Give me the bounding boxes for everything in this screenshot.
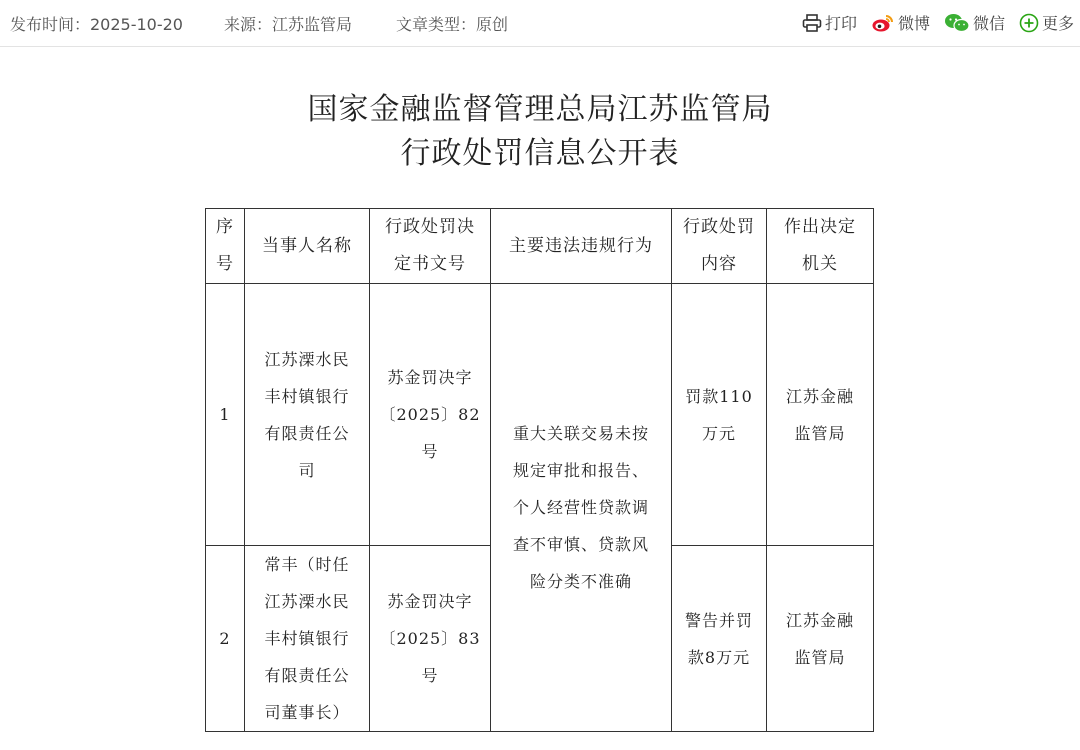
row-party xyxy=(245,546,370,732)
row-doc-number xyxy=(370,546,491,732)
row-penalty xyxy=(672,546,767,732)
row-doc-number xyxy=(370,284,491,546)
table-row xyxy=(206,284,874,546)
printer-icon xyxy=(802,14,822,32)
cell-lines: 主要违法违规行为 xyxy=(509,235,653,256)
table-header-row xyxy=(206,209,874,284)
cell-lines: 重大关联交易未按 规定审批和报告、 个人经营性贷款调 查不审慎、贷款风 险分类不准确 xyxy=(512,424,649,591)
cell-lines: 常丰（时任 江苏溧水民 丰村镇银行 有限责任公 司董事长） xyxy=(264,555,350,722)
header-authority xyxy=(767,209,874,284)
row-no: 1 xyxy=(206,284,245,546)
weibo-share-button[interactable] xyxy=(871,11,930,34)
article-type: 文章类型：原创 xyxy=(396,15,509,34)
wechat-icon xyxy=(944,13,970,33)
cell-lines: 苏金罚决字 〔2025〕82 号 xyxy=(379,368,481,461)
publish-time: 发布时间：2025-10-20 xyxy=(10,15,183,34)
row-no: 2 xyxy=(206,546,245,732)
row-party xyxy=(245,284,370,546)
cell-lines: 作出决定 机关 xyxy=(784,217,856,274)
share-toolbar xyxy=(802,11,1074,34)
cell-lines: 苏金罚决字 〔2025〕83 号 xyxy=(379,592,481,685)
cell-lines: 罚款110 万元 xyxy=(685,386,753,443)
print-button[interactable] xyxy=(802,11,857,34)
article-source: 来源：江苏监管局 xyxy=(224,15,353,34)
cell-lines: 江苏金融 监管局 xyxy=(785,386,854,443)
row-penalty xyxy=(672,284,767,546)
header-penalty xyxy=(672,209,767,284)
cell-lines: 江苏金融 监管局 xyxy=(785,610,854,667)
cell-lines: 当事人名称 xyxy=(262,235,352,256)
cell-lines: 警告并罚 款8万元 xyxy=(684,610,753,667)
header-violation xyxy=(491,209,672,284)
more-share-button[interactable] xyxy=(1019,11,1074,34)
wechat-label: 微信 xyxy=(972,14,1005,33)
page-title: 国家金融监督管理总局江苏监管局 xyxy=(307,92,773,127)
cell-lines: 序 号 xyxy=(216,217,234,274)
article-meta-bar xyxy=(0,0,1080,47)
cell-lines: 江苏溧水民 丰村镇银行 有限责任公 司 xyxy=(264,349,350,480)
page-subtitle: 行政处罚信息公开表 xyxy=(400,136,680,171)
weibo-label: 微博 xyxy=(897,14,930,33)
header-doc-number xyxy=(370,209,491,284)
row-authority xyxy=(767,284,874,546)
cell-lines: 行政处罚决 定书文号 xyxy=(385,217,475,274)
cell-lines: 行政处罚 内容 xyxy=(683,217,755,274)
header-no xyxy=(206,209,245,284)
more-label: 更多 xyxy=(1041,14,1074,33)
shared-violation-cell xyxy=(491,284,672,732)
row-authority xyxy=(767,546,874,732)
penalty-table xyxy=(205,208,874,732)
print-label: 打印 xyxy=(824,14,857,33)
header-party xyxy=(245,209,370,284)
plus-circle-icon xyxy=(1019,13,1039,33)
wechat-share-button[interactable] xyxy=(944,11,1005,34)
weibo-icon xyxy=(871,13,895,33)
